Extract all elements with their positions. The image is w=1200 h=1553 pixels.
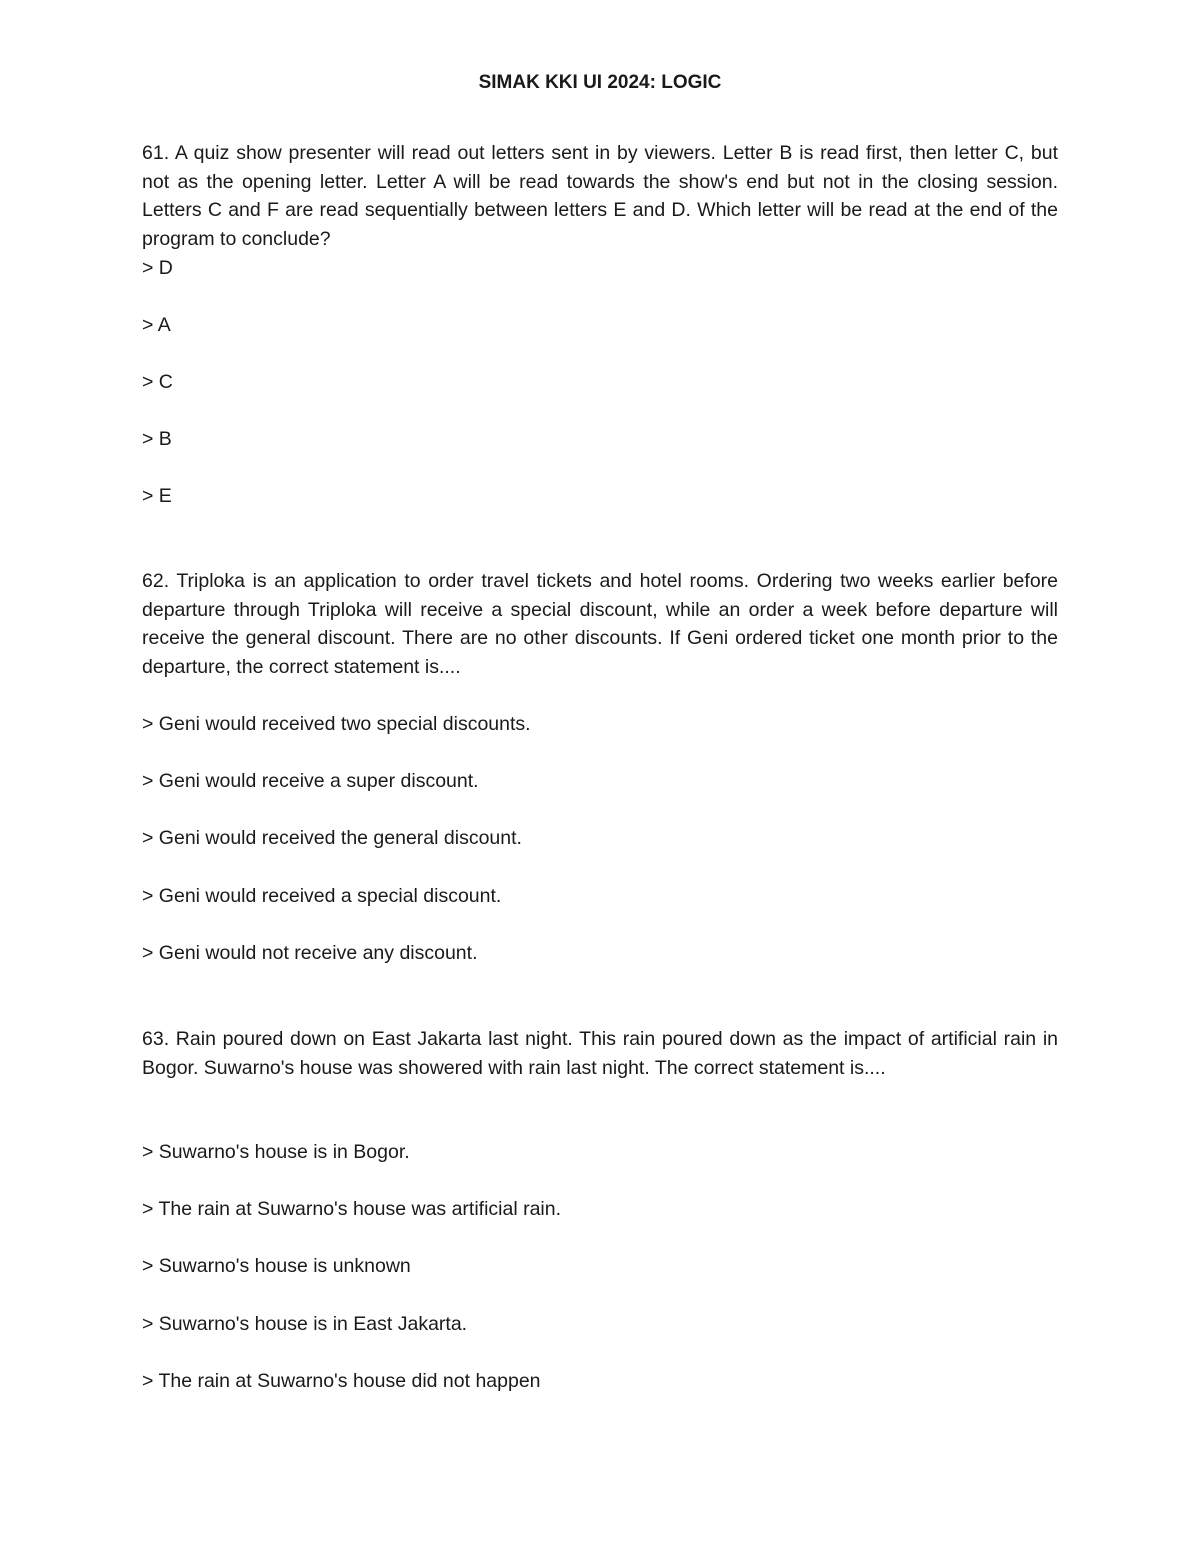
question-61-text: 61. A quiz show presenter will read out letters sent in by viewers. Letter B is read first, then letter C, but not as the opening letter. Letter A will be read towards the show's end but not in the closing session. Letters C and F are read sequentially between letters E and D. Which letter will be read at the end of the program to conclude? [142,142,1058,250]
question-63-text: 63. Rain poured down on East Jakarta last night. This rain poured down as the impact of artificial rain in Bogor. Suwarno's house was showered with rain last night. The correct statement is.... [142,1028,1058,1079]
question-62-option-5: > Geni would not receive any discount. [142,942,478,964]
question-62-text: 62. Triploka is an application to order travel tickets and hotel rooms. Ordering two weeks earlier before departure through Triploka will receive a special discount, while an order a week before departure will receive the general discount. There are no other discounts. If Geni ordered ticket one month prior to the departure, the correct statement is.... [142,570,1058,678]
question-61-option-1: > D [142,257,173,279]
question-62-option-2: > Geni would receive a super discount. [142,770,479,792]
question-63-option-5: > The rain at Suwarno's house did not happen [142,1370,541,1392]
page-title: SIMAK KKI UI 2024: LOGIC [478,72,722,93]
question-63-option-3: > Suwarno's house is unknown [142,1255,411,1277]
question-63-option-1: > Suwarno's house is in Bogor. [142,1141,410,1163]
question-61-option-3: > C [142,371,173,393]
question-61-option-4: > B [142,428,172,450]
question-61-option-5: > E [142,485,172,507]
question-63-option-2: > The rain at Suwarno's house was artificial rain. [142,1198,562,1220]
question-63-option-4: > Suwarno's house is in East Jakarta. [142,1313,468,1335]
question-62-option-4: > Geni would received a special discount. [142,885,502,907]
question-62-option-1: > Geni would received two special discounts. [142,713,531,735]
question-61-option-2: > A [142,314,171,336]
question-62-option-3: > Geni would received the general discount. [142,827,522,849]
